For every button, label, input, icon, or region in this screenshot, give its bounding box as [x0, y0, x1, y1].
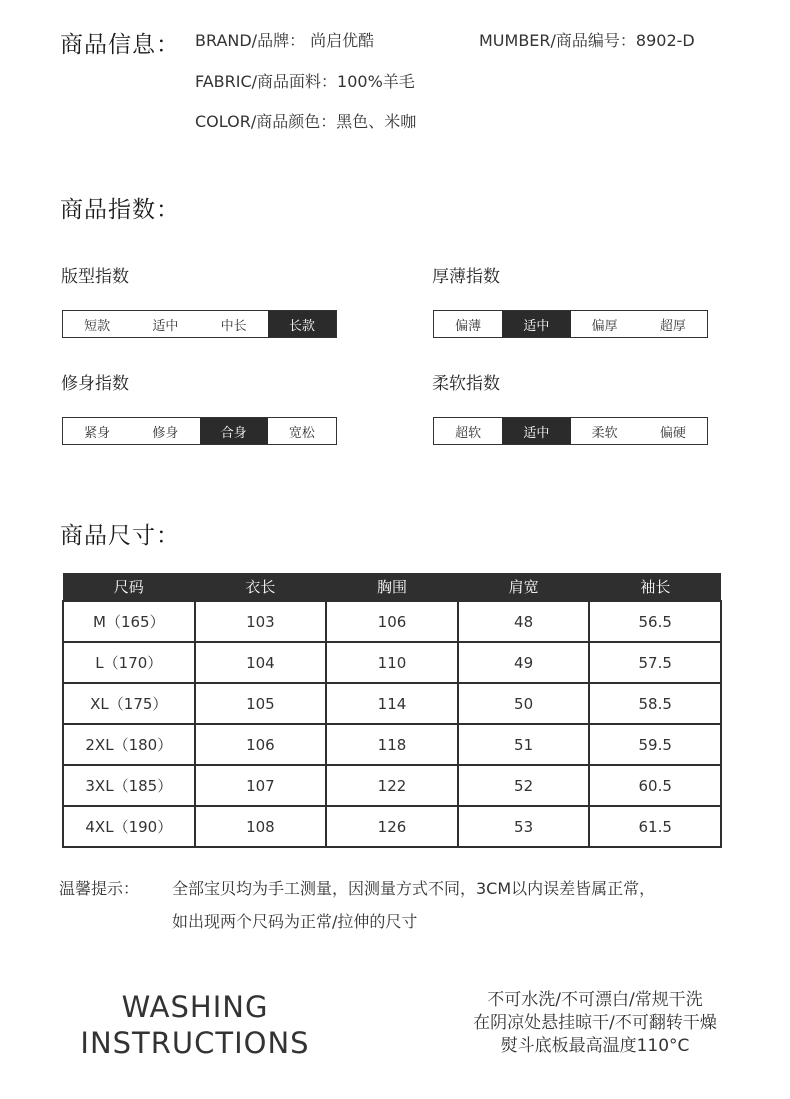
header-size: 尺码 — [63, 573, 195, 601]
table-cell: 2XL（180） — [63, 724, 195, 765]
scale-option: 适中 — [502, 311, 570, 337]
washing-title-line-1: WASHING — [121, 990, 269, 1024]
table-row — [63, 642, 721, 683]
scale-option: 紧身 — [84, 425, 111, 441]
info-title: 商品信息： — [60, 32, 180, 58]
washing-instructions — [430, 989, 760, 1058]
thickness-index-scale — [433, 310, 708, 338]
table-cell: 104 — [195, 642, 327, 683]
fit-index-scale — [62, 310, 337, 338]
table-cell: 51 — [458, 724, 590, 765]
washing-line-1: 不可水洗/不可漂白/常规干洗 — [487, 990, 703, 1010]
color-text: COLOR/商品颜色：黑色、米咖 — [195, 112, 417, 131]
washing-line-2: 在阴凉处悬挂晾干/不可翻转干燥 — [473, 1013, 717, 1033]
table-cell: 103 — [195, 601, 327, 642]
scale-option: 修身 — [152, 425, 179, 441]
header-chest: 胸围 — [326, 573, 458, 601]
table-cell: 3XL（185） — [63, 765, 195, 806]
header-sleeve: 袖长 — [589, 573, 721, 601]
slim-index-scale — [62, 417, 337, 445]
table-cell: 114 — [326, 683, 458, 724]
tips-line-2: 如出现两个尺码为正常/拉伸的尺寸 — [172, 912, 418, 931]
scale-option: 宽松 — [288, 425, 315, 441]
table-cell: 59.5 — [589, 724, 721, 765]
washing-title — [70, 989, 320, 1061]
tips-line-1: 全部宝贝均为手工测量，因测量方式不同，3CM以内误差皆属正常， — [172, 879, 656, 898]
table-cell: 52 — [458, 765, 590, 806]
table-cell: 57.5 — [589, 642, 721, 683]
table-cell: 105 — [195, 683, 327, 724]
table-cell: M（165） — [63, 601, 195, 642]
table-cell: 122 — [326, 765, 458, 806]
table-cell: 106 — [195, 724, 327, 765]
washing-title-line-2: INSTRUCTIONS — [80, 1026, 310, 1060]
table-row — [63, 601, 721, 642]
brand-text: BRAND/品牌： 尚启优酷 — [195, 31, 375, 50]
softness-index-label: 柔软指数 — [432, 374, 500, 394]
table-row — [63, 765, 721, 806]
table-cell: 60.5 — [589, 765, 721, 806]
scale-option: 柔软 — [591, 425, 618, 441]
table-cell: 4XL（190） — [63, 806, 195, 847]
table-cell: 49 — [458, 642, 590, 683]
table-row — [63, 806, 721, 847]
size-title: 商品尺寸： — [60, 523, 180, 549]
size-table — [62, 573, 722, 848]
scale-option: 中长 — [220, 318, 247, 334]
fit-index-label: 版型指数 — [61, 267, 129, 287]
table-cell: 58.5 — [589, 683, 721, 724]
index-title: 商品指数： — [60, 197, 180, 223]
table-cell: 108 — [195, 806, 327, 847]
table-row — [63, 724, 721, 765]
table-cell: 61.5 — [589, 806, 721, 847]
tips-label: 温馨提示： — [59, 879, 140, 898]
header-shoulder: 肩宽 — [458, 573, 590, 601]
table-row — [63, 683, 721, 724]
table-cell: 56.5 — [589, 601, 721, 642]
table-cell: XL（175） — [63, 683, 195, 724]
table-cell: 110 — [326, 642, 458, 683]
table-cell: 118 — [326, 724, 458, 765]
table-cell: 106 — [326, 601, 458, 642]
table-cell: 126 — [326, 806, 458, 847]
scale-option: 长款 — [268, 311, 336, 337]
scale-option: 偏薄 — [455, 318, 482, 334]
number-text: MUMBER/商品编号：8902-D — [479, 31, 695, 50]
slim-index-label: 修身指数 — [61, 374, 129, 394]
softness-index-scale — [433, 417, 708, 445]
scale-option: 超软 — [455, 425, 482, 441]
table-cell: 48 — [458, 601, 590, 642]
thickness-index-label: 厚薄指数 — [432, 267, 500, 287]
scale-option: 合身 — [200, 418, 268, 444]
scale-option: 适中 — [152, 318, 179, 334]
table-cell: 53 — [458, 806, 590, 847]
washing-line-3: 熨斗底板最高温度110°C — [500, 1036, 690, 1056]
table-cell: 50 — [458, 683, 590, 724]
header-length: 衣长 — [195, 573, 327, 601]
scale-option: 适中 — [502, 418, 570, 444]
size-table-header — [63, 573, 721, 601]
scale-option: 超厚 — [659, 318, 686, 334]
table-cell: L（170） — [63, 642, 195, 683]
scale-option: 偏厚 — [591, 318, 618, 334]
fabric-text: FABRIC/商品面料：100%羊毛 — [195, 72, 415, 91]
table-cell: 107 — [195, 765, 327, 806]
scale-option: 短款 — [84, 318, 111, 334]
scale-option: 偏硬 — [659, 425, 686, 441]
